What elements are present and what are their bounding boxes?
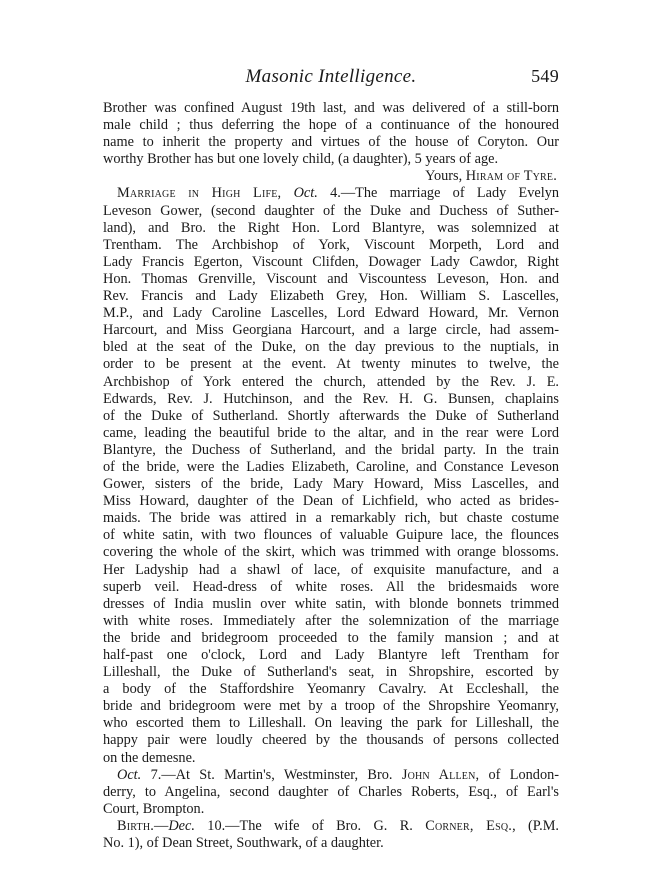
text-line <box>103 732 559 749</box>
text-line <box>103 459 559 476</box>
text-run: of the Duke of Sutherland. Shortly afterwards the Duke of Sutherland <box>103 407 559 424</box>
text-line <box>103 305 559 322</box>
text-run <box>281 185 293 201</box>
text-run: Her Ladyship had a shawl of lace, of exquisite manufacture, and a <box>103 561 559 578</box>
text-line <box>103 715 559 732</box>
text-run: Blantyre, the Duchess of Sutherland, and the bridal party. In the train <box>103 441 559 458</box>
page-number: 549 <box>531 66 559 86</box>
text-run: with white roses. Immediately after the solemnization of the marriage <box>103 612 559 629</box>
text-run: Lilleshall, the Duke of Sutherland's seat, in Shropshire, escorted by <box>103 664 559 681</box>
text-line <box>103 544 559 561</box>
small-caps-text: Hiram of Tyre. <box>465 168 557 185</box>
text-run: Rev. Francis and Lady Elizabeth Grey, Hon. William S. Lascelles, <box>103 288 559 305</box>
text-run: name to inherit the property and virtues of the house of Coryton. Our <box>103 134 559 151</box>
text-line <box>103 271 559 288</box>
text-line <box>103 801 559 818</box>
text-line <box>103 374 559 391</box>
text-run: happy pair were loudly cheered by the thousands of persons collected <box>103 732 559 749</box>
text-line <box>103 835 559 852</box>
text-line <box>103 493 559 510</box>
text-run: on the demesne. <box>103 749 196 766</box>
text-run: 4.—The marriage of Lady Evelyn <box>317 185 559 202</box>
text-run: superb veil. Head-dress of white roses. All the bridesmaids wore <box>103 578 559 595</box>
text-line <box>103 476 559 493</box>
text-line <box>103 117 559 134</box>
italic-text: Dec. <box>168 817 195 834</box>
text-run: derry, to Angelina, second daughter of Charles Roberts, Esq., of Earl's <box>103 783 559 800</box>
text-run: Edwards, Rev. J. Hutchinson, and the Rev. H. G. Bunsen, chaplains <box>103 390 559 407</box>
italic-text: Oct. <box>117 766 142 783</box>
text-line <box>103 510 559 527</box>
text-run: — <box>154 817 169 834</box>
text-line <box>103 681 559 698</box>
running-title: Masonic Intelligence. <box>245 66 417 87</box>
text-line <box>103 203 559 220</box>
text-line <box>103 168 559 185</box>
text-line <box>103 134 559 151</box>
text-line <box>103 151 559 168</box>
text-run: came, leading the beautiful bride to the altar, and in the rear were Lord <box>103 424 559 441</box>
text-run: Court, Brompton. <box>103 800 205 817</box>
text-run: No. 1), of Dean Street, Southwark, of a daughter. <box>103 835 384 852</box>
text-run: who escorted them to Lilleshall. On leaving the park for Lilleshall, the <box>103 715 559 732</box>
text-line <box>103 322 559 339</box>
text-line <box>103 408 559 425</box>
text-line <box>103 818 559 835</box>
text-line <box>103 391 559 408</box>
text-run: land), and Bro. the Right Hon. Lord Blantyre, was solemnized at <box>103 219 559 236</box>
text-line <box>103 664 559 681</box>
text-line <box>103 288 559 305</box>
text-line <box>103 254 559 271</box>
text-run: Brother was confined August 19th last, and was delivered of a still-born <box>103 100 559 116</box>
text-run: Leveson Gower, (second daughter of the Duke and Duchess of Suther- <box>103 202 559 219</box>
text-line <box>103 220 559 237</box>
text-line <box>103 784 559 801</box>
text-run: bride and bridegroom were met by a troop of the Shropshire Yeomanry, <box>103 698 559 715</box>
text-line <box>103 562 559 579</box>
text-line <box>103 596 559 613</box>
text-line <box>103 356 559 373</box>
text-run: Miss Howard, daughter of the Dean of Lichfield, who acted as brides- <box>103 493 559 510</box>
text-run: Archbishop of York entered the church, attended by the Rev. J. E. <box>103 373 559 390</box>
text-run: dresses of India muslin over white satin, with blonde bonnets trimmed <box>103 595 559 612</box>
text-line <box>103 425 559 442</box>
page <box>103 66 559 852</box>
text-run: bled at the seat of the Duke, on the day previous to the nuptials, in <box>103 339 559 356</box>
italic-text: Oct. <box>293 185 318 202</box>
text-line <box>103 647 559 664</box>
article-text <box>103 100 559 852</box>
text-run: Yours, <box>425 168 466 185</box>
text-line <box>103 630 559 647</box>
text-run: maids. The bride was attired in a remarkably rich, but chaste costume <box>103 510 559 527</box>
text-line <box>103 750 559 767</box>
small-caps-text: John Allen <box>401 766 476 783</box>
text-run: Gower, sisters of the bride, Lady Mary Howard, Miss Lascelles, and <box>103 476 559 493</box>
small-caps-text: Marriage in High Life, <box>117 185 282 202</box>
text-run: Harcourt, and Miss Georgiana Harcourt, and a large circle, had assem- <box>103 322 559 339</box>
small-caps-text: Corner, Esq. <box>425 817 513 834</box>
text-line <box>103 339 559 356</box>
text-line <box>103 579 559 596</box>
text-run: covering the whole of the skirt, which was trimmed with orange blossoms. <box>103 544 559 561</box>
text-line <box>103 698 559 715</box>
running-head <box>103 66 559 92</box>
text-line <box>103 100 559 117</box>
text-run: of the bride, were the Ladies Elizabeth, Caroline, and Constance Leveson <box>103 458 559 475</box>
text-line <box>103 767 559 784</box>
text-run: , (P.M. <box>512 817 559 834</box>
text-run: Trentham. The Archbishop of York, Viscount Morpeth, Lord and <box>103 236 559 253</box>
text-run: , of London- <box>475 766 560 783</box>
text-run: Hon. Thomas Grenville, Viscount and Viscountess Leveson, Hon. and <box>103 270 559 287</box>
text-run: order to be present at the event. At twenty minutes to twelve, the <box>103 356 559 373</box>
text-run: male child ; thus deferring the hope of a continuance of the honoured <box>103 117 559 134</box>
text-line <box>103 237 559 254</box>
text-run: of white satin, with two flounces of valuable Guipure lace, the flounces <box>103 527 559 544</box>
text-run: worthy Brother has but one lovely child, (a daughter), 5 years of age. <box>103 151 499 168</box>
text-run: a body of the Staffordshire Yeomanry Cavalry. At Eccleshall, the <box>103 681 559 698</box>
text-line <box>103 185 559 202</box>
text-line <box>103 527 559 544</box>
text-run: M.P., and Lady Caroline Lascelles, Lord Edward Howard, Mr. Vernon <box>103 305 559 322</box>
text-line <box>103 442 559 459</box>
text-run: Lady Francis Egerton, Viscount Clifden, Dowager Lady Cawdor, Right <box>103 253 559 270</box>
text-run: 10.—The wife of Bro. G. R. <box>194 817 426 834</box>
text-run: half-past one o'clock, Lord and Lady Blantyre left Trentham for <box>103 647 559 663</box>
text-run: the bride and bridegroom proceeded to the family mansion ; and at <box>103 629 559 646</box>
text-run: 7.—At St. Martin's, Westminster, Bro. <box>141 766 402 783</box>
text-line <box>103 613 559 630</box>
small-caps-text: Birth. <box>117 817 155 834</box>
